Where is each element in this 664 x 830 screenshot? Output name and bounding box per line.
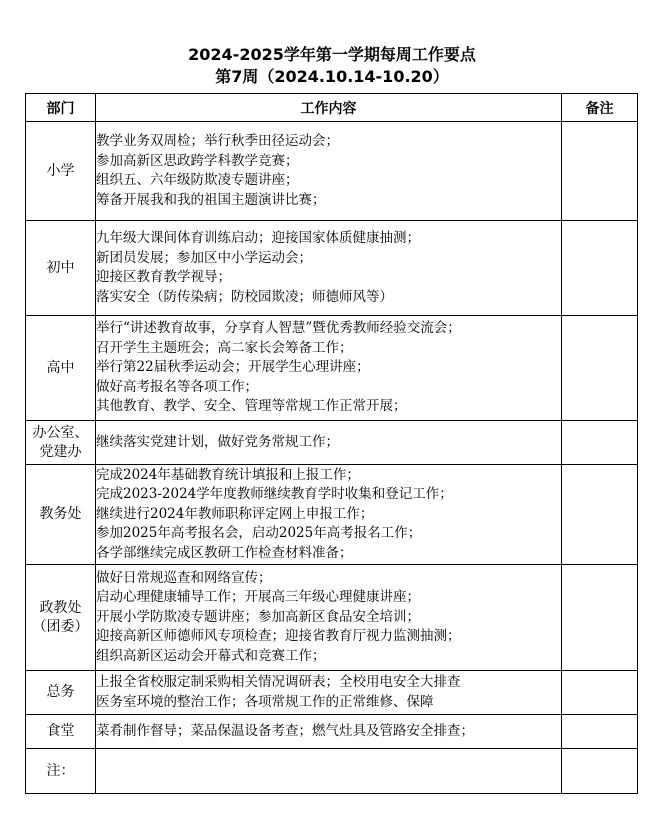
header-dept: 部门	[26, 94, 96, 122]
row-student-affairs	[26, 565, 638, 671]
dept-cell: 教务处	[26, 465, 96, 565]
work-item: 组织高新区运动会开幕式和竞赛工作；	[96, 647, 326, 664]
note-cell	[562, 565, 638, 671]
work-item: 参加2025年高考报名会，启动2025年高考报名工作；	[96, 525, 422, 542]
row-academic-affairs	[26, 465, 638, 565]
work-item: 其他教育、教学、安全、管理等常规工作正常开展；	[96, 398, 407, 415]
note-cell	[562, 221, 638, 316]
note-cell	[562, 671, 638, 715]
dept-cell: 初中	[26, 221, 96, 316]
work-item: 落实安全（防传染病；防校园欺凌；师德师风等）	[96, 288, 393, 305]
work-item: 继续进行2024年教师职称评定网上申报工作；	[96, 505, 374, 522]
work-item: 举行“讲述教育故事，分享育人智慧”暨优秀教师经验交流会；	[96, 320, 461, 337]
work-cell	[96, 671, 562, 715]
row-junior	[26, 221, 638, 316]
weekly-plan-table	[25, 93, 638, 794]
note-cell	[562, 421, 638, 465]
work-item: 上报全省校服定制采购相关情况调研表；全校用电安全大排查	[96, 674, 461, 690]
work-item: 新团员发展；参加区中小学运动会；	[96, 249, 312, 266]
header-note: 备注	[562, 94, 638, 122]
work-item: 举行第22届秋季运动会；开展学生心理讲座；	[96, 359, 370, 376]
row-primary	[26, 122, 638, 221]
dept-cell: 小学	[26, 122, 96, 221]
work-item: 各学部继续完成区教研工作检查材料准备；	[96, 544, 353, 561]
work-cell	[96, 465, 562, 565]
work-cell	[96, 221, 562, 316]
work-item: 菜肴制作督导；菜品保温设备考查；燃气灶具及管路安全排查；	[96, 722, 474, 739]
work-item: 完成2023-2024学年度教师继续教育学时收集和登记工作；	[96, 486, 453, 503]
work-item: 教学业务双周检；举行秋季田径运动会；	[96, 133, 339, 149]
work-item: 做好日常规巡查和网络宣传；	[96, 569, 272, 586]
dept-cell: 食堂	[26, 715, 96, 749]
note-cell	[562, 749, 638, 794]
row-general-affairs	[26, 671, 638, 715]
note-cell	[562, 316, 638, 421]
work-cell	[96, 316, 562, 421]
dept-line: （团委）	[32, 618, 89, 635]
row-office	[26, 421, 638, 465]
dept-line: 党建办	[39, 443, 82, 460]
work-item: 做好高考报名等各项工作；	[96, 378, 258, 395]
row-senior	[26, 316, 638, 421]
work-item: 迎接区教育教学视导；	[96, 269, 231, 285]
work-item: 参加高新区思政跨学科教学竞赛；	[96, 152, 299, 169]
page-subtitle: 第7周（2024.10.14-10.20）	[215, 67, 449, 86]
dept-line: 政教处	[39, 599, 82, 616]
row-canteen	[26, 715, 638, 749]
work-cell	[96, 421, 562, 465]
work-item: 医务室环境的整治工作；各项常规工作的正常维修、保障	[96, 693, 434, 710]
header-work: 工作内容	[96, 94, 562, 122]
dept-cell	[26, 565, 96, 671]
work-item: 组织五、六年级防欺凌专题讲座；	[96, 172, 299, 188]
note-cell	[562, 715, 638, 749]
note-cell	[562, 465, 638, 565]
dept-line: 办公室、	[32, 424, 89, 441]
work-cell	[96, 565, 562, 671]
work-item: 启动心理健康辅导工作；开展高三年级心理健康讲座；	[96, 589, 420, 606]
dept-cell: 总务	[26, 671, 96, 715]
notes-content	[96, 749, 562, 794]
work-cell	[96, 122, 562, 221]
work-item: 迎接高新区师德师风专项检查；迎接省教育厅视力监测抽测；	[96, 628, 461, 645]
header-row	[26, 94, 638, 122]
work-item: 筹备开展我和我的祖国主题演讲比赛；	[96, 191, 326, 208]
work-item: 九年级大课间体育训练启动；迎接国家体质健康抽测；	[96, 230, 420, 246]
dept-cell	[26, 421, 96, 465]
work-item: 开展小学防欺凌专题讲座；参加高新区食品安全培训；	[96, 608, 420, 625]
work-item: 继续落实党建计划，做好党务常规工作；	[96, 433, 339, 450]
work-item: 召开学生主题班会；高二家长会筹备工作；	[96, 339, 353, 356]
row-notes	[26, 749, 638, 794]
dept-cell: 高中	[26, 316, 96, 421]
work-cell	[96, 715, 562, 749]
page-title: 2024-2025学年第一学期每周工作要点	[188, 45, 476, 64]
note-cell	[562, 122, 638, 221]
notes-label: 注：	[26, 749, 96, 794]
work-item: 完成2024年基础教育统计填报和上报工作；	[96, 466, 360, 483]
